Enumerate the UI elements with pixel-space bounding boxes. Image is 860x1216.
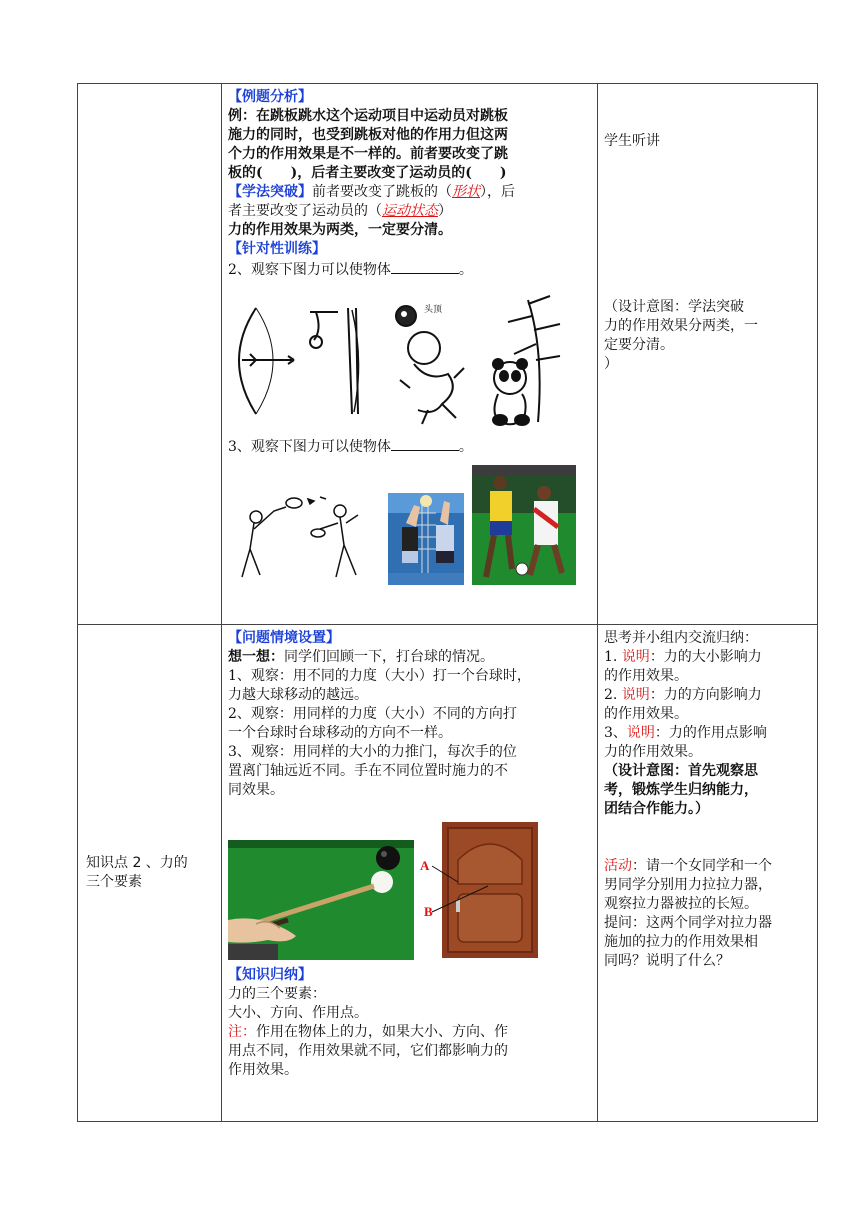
observe-3c: 同效果。 bbox=[228, 782, 284, 798]
method-line-1 bbox=[228, 183, 591, 202]
answer-shape: 形状 bbox=[452, 184, 480, 200]
answer-blank-3[interactable] bbox=[391, 436, 459, 451]
motion-figures bbox=[228, 465, 591, 585]
billiard-door-figures bbox=[228, 820, 591, 960]
example-line-2: 施力的同时，也受到跳板对他的作用力但这两 bbox=[228, 127, 508, 143]
right-point-2-label: 说明 bbox=[621, 687, 650, 703]
design-intent-2b: 考，锻炼学生归纳能力， bbox=[604, 782, 758, 798]
billiard-photo bbox=[228, 840, 414, 960]
activity-line-3: 观察拉力器被拉的长短。 bbox=[604, 896, 758, 912]
table-row-effects bbox=[78, 84, 818, 625]
volleyball-photo bbox=[388, 493, 464, 585]
right-point-2-num: 2. bbox=[604, 687, 622, 703]
activity-line-6: 同吗？说明了什么？ bbox=[604, 953, 730, 969]
example-header: 【例题分析】 bbox=[228, 89, 312, 105]
middle-cell-effects bbox=[222, 84, 598, 625]
right-point-3-label: 说明 bbox=[626, 725, 655, 741]
example-line-3: 个力的作用效果是不一样的。前者要改变了跳 bbox=[228, 146, 508, 162]
table-row-three-elements bbox=[78, 625, 818, 1122]
activity-line-2: 男同学分别用力拉拉力器， bbox=[604, 877, 772, 893]
soccer-photo bbox=[472, 465, 576, 585]
think-label: 想一想： bbox=[228, 649, 284, 665]
topic-label-2: 三个要素 bbox=[86, 874, 142, 890]
left-cell-empty bbox=[78, 84, 222, 625]
observe-2a: 2、观察：用同样的力度（大小）不同的方向打 bbox=[228, 706, 517, 722]
right-point-2b: 的作用效果。 bbox=[604, 706, 688, 722]
think-text: 同学们回顾一下，打台球的情况。 bbox=[284, 649, 494, 665]
summary-line-2: 大小、方向、作用点。 bbox=[228, 1005, 368, 1021]
right-point-3-num: 3、 bbox=[604, 725, 627, 741]
bow-and-arrow-figure bbox=[239, 308, 294, 414]
observe-2b: 一个台球时台球移动的方向不一样。 bbox=[228, 725, 452, 741]
observe-1b: 力越大球移动的越远。 bbox=[228, 687, 368, 703]
activity-line-4: 提问：这两个同学对拉力器 bbox=[604, 915, 772, 931]
lesson-table bbox=[77, 83, 818, 1122]
design-intent-2a: （设计意图：首先观察思 bbox=[604, 763, 758, 779]
right-cell-effects bbox=[598, 84, 818, 625]
activity-line-5: 施加的拉力的作用效果相 bbox=[604, 934, 758, 950]
right-point-1-label: 说明 bbox=[621, 649, 650, 665]
answer-motion-state: 运动状态 bbox=[382, 203, 438, 219]
door-figure bbox=[418, 820, 544, 960]
activity-line-1 bbox=[604, 857, 811, 876]
topic-label-1: 知识点 2 、力的 bbox=[86, 855, 188, 871]
question-2 bbox=[228, 259, 591, 280]
right-point-1-text: ：力的大小影响力 bbox=[649, 649, 762, 665]
right-think: 思考并小组内交流归纳： bbox=[604, 630, 758, 646]
question-2-text: 2、观察下图力可以使物体 bbox=[228, 262, 391, 278]
right-note-listen: 学生听讲 bbox=[604, 133, 660, 149]
training-header: 【针对性训练】 bbox=[228, 241, 326, 257]
activity-label: 活动 bbox=[604, 858, 632, 874]
design-intent-2c: 团结合作能力。） bbox=[604, 801, 709, 817]
conclusion-line: 力的作用效果为两类，一定要分清。 bbox=[228, 222, 452, 238]
right-cell-three-elements bbox=[598, 625, 818, 1122]
right-point-2-text: ：力的方向影响力 bbox=[649, 687, 762, 703]
door-label-a: A bbox=[420, 858, 430, 873]
method-line-2 bbox=[228, 202, 591, 221]
observe-3a: 3、观察：用同样的大小的力推门，每次手的位 bbox=[228, 744, 517, 760]
right-point-3-text: ：力的作用点影响 bbox=[654, 725, 767, 741]
door-label-b: B bbox=[424, 904, 433, 919]
design-intent-1a: （设计意图：学法突破 bbox=[604, 299, 744, 315]
answer-blank-2[interactable] bbox=[391, 259, 459, 274]
middle-cell-three-elements bbox=[222, 625, 598, 1122]
right-point-3 bbox=[604, 724, 811, 743]
figure-label-head: 头顶 bbox=[424, 305, 443, 315]
note-line-2: 用点不同，作用效果就不同，它们都影响力的 bbox=[228, 1043, 508, 1059]
header-soccer-figure bbox=[396, 303, 464, 424]
note-label: 注： bbox=[228, 1024, 256, 1040]
example-line-1: 例：在跳板跳水这个运动项目中运动员对跳板 bbox=[228, 108, 508, 124]
design-intent-1c: 定要分清。 bbox=[604, 337, 674, 353]
right-point-1 bbox=[604, 648, 811, 667]
method-text-2a: 者主要改变了运动员的（ bbox=[228, 203, 382, 219]
panda-bamboo-figure bbox=[493, 296, 560, 425]
activity-colon: ： bbox=[632, 858, 646, 874]
right-point-1-num: 1. bbox=[604, 649, 622, 665]
right-point-2 bbox=[604, 686, 811, 705]
method-text-1a: 前者要改变了跳板的（ bbox=[312, 184, 452, 200]
note-line-3: 作用效果。 bbox=[228, 1062, 298, 1078]
note-text-1: 作用在物体上的力，如果大小、方向、作 bbox=[256, 1024, 508, 1040]
summary-line-1: 力的三个要素： bbox=[228, 986, 326, 1002]
activity-text-1: 请一个女同学和一个 bbox=[646, 858, 772, 874]
deformation-figures bbox=[228, 290, 580, 430]
right-point-3b: 力的作用效果。 bbox=[604, 744, 702, 760]
method-text-2b: ） bbox=[438, 203, 452, 219]
summary-header: 【知识归纳】 bbox=[228, 967, 312, 983]
note-line-1 bbox=[228, 1023, 591, 1042]
badminton-figure bbox=[228, 489, 380, 585]
observe-1a: 1、观察：用不同的力度（大小）打一个台球时， bbox=[228, 668, 531, 684]
left-cell-topic bbox=[78, 625, 222, 1122]
example-line-4: 板的( )，后者主要改变了运动员的( ) bbox=[228, 165, 507, 181]
design-intent-1d: ） bbox=[604, 356, 618, 372]
question-3-text: 3、观察下图力可以使物体 bbox=[228, 439, 391, 455]
question-3 bbox=[228, 436, 591, 457]
question-2-end: 。 bbox=[458, 262, 473, 278]
pole-vault-figure bbox=[310, 308, 359, 414]
design-intent-1b: 力的作用效果分两类，一 bbox=[604, 318, 758, 334]
think-line bbox=[228, 648, 591, 667]
observe-3b: 置离门轴远近不同。手在不同位置时施力的不 bbox=[228, 763, 508, 779]
method-header: 【学法突破】 bbox=[228, 184, 312, 200]
scene-header: 【问题情境设置】 bbox=[228, 630, 340, 646]
right-point-1b: 的作用效果。 bbox=[604, 668, 688, 684]
question-3-end: 。 bbox=[458, 439, 473, 455]
method-text-1b: ），后 bbox=[480, 184, 515, 200]
